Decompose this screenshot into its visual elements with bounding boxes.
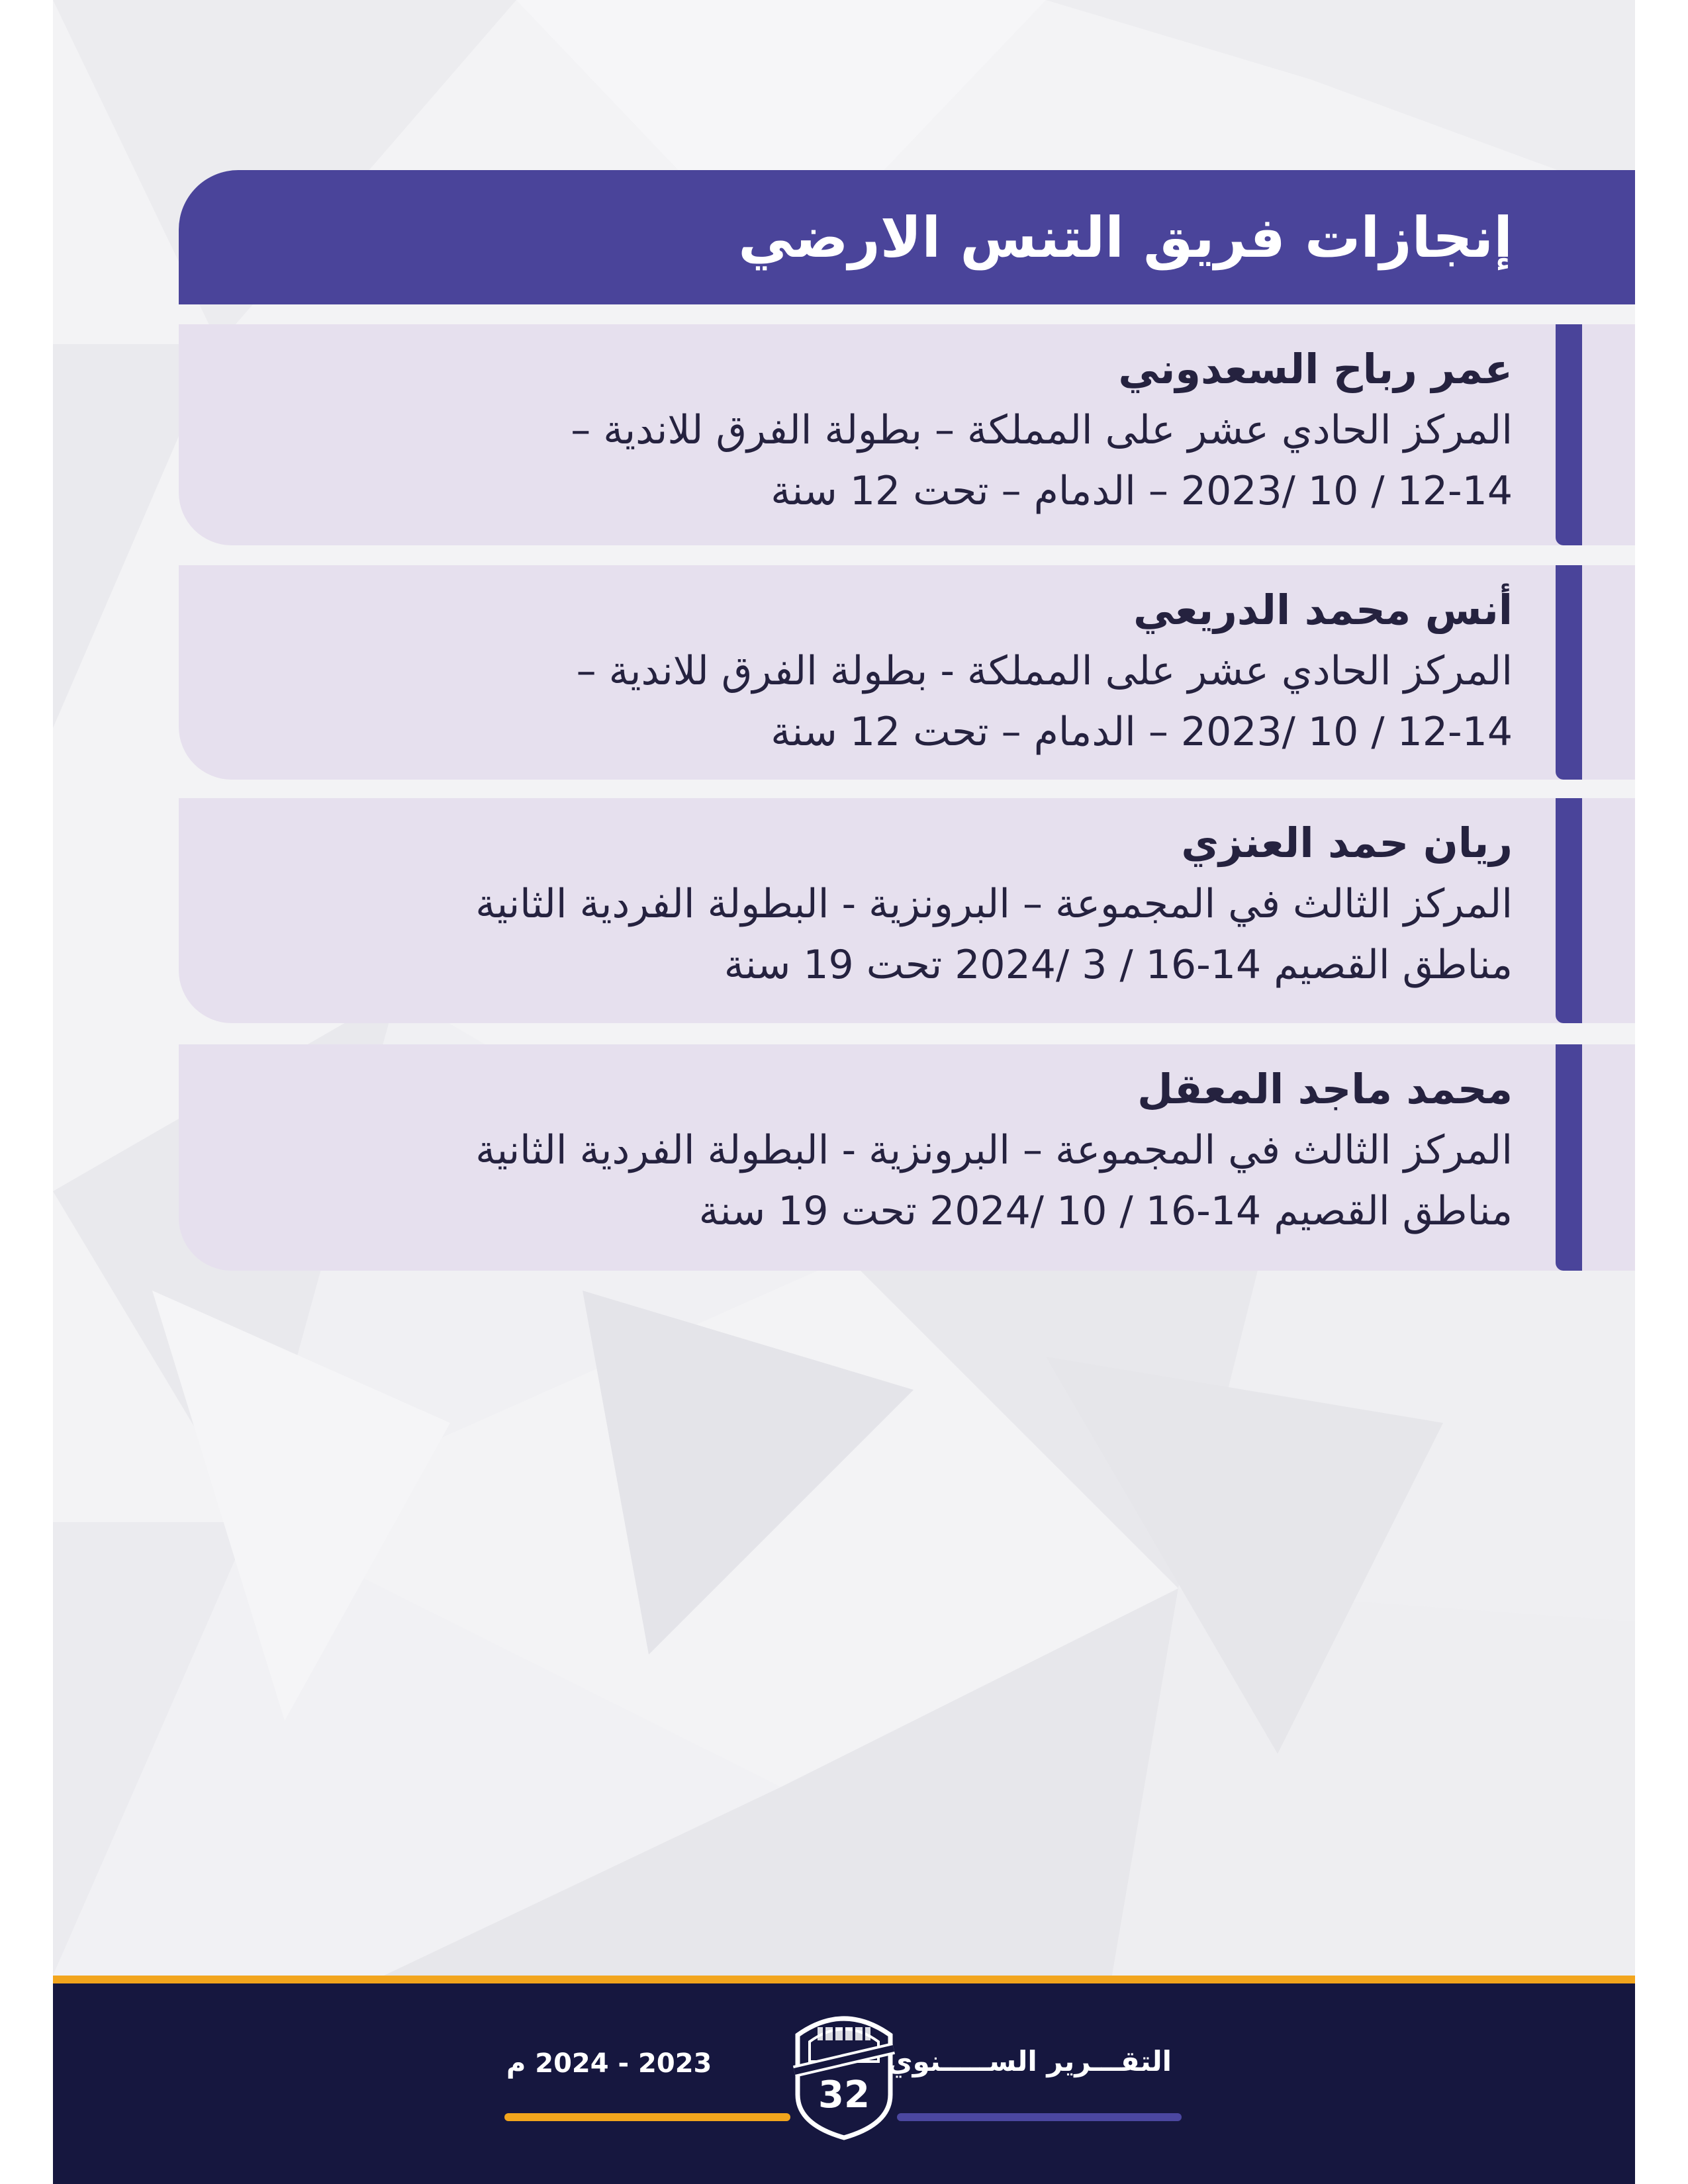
achievement-description: المركز الثالث في المجموعة – البرونزية - البطولة الفردية الثانية: [475, 1127, 1513, 1173]
achievement-details: مناطق القصيم 14-16 / 10 /2024 تحت 19 سنة: [698, 1188, 1513, 1234]
card-accent-bar: [1556, 565, 1582, 780]
section-header: [179, 170, 1635, 304]
logo-number: 32: [818, 2073, 870, 2116]
page-footer: [53, 1976, 1635, 2184]
card-accent-bar: [1556, 1044, 1582, 1271]
achievement-card: [179, 798, 1635, 1023]
achievement-card: [179, 1044, 1635, 1271]
achievement-description: المركز الحادي عشر على المملكة - بطولة الفرق للاندية –: [576, 648, 1513, 694]
alfayha-club-crest-icon: [784, 1995, 904, 2141]
report-page: [53, 0, 1635, 2184]
achievement-details: مناطق القصيم 14-16 / 3 /2024 تحت 19 سنة: [724, 942, 1513, 988]
player-name: أنس محمد الدريعي: [1133, 586, 1513, 634]
card-accent-bar: [1556, 324, 1582, 545]
achievement-card: [179, 565, 1635, 780]
achievement-description: المركز الثالث في المجموعة – البرونزية - البطولة الفردية الثانية: [475, 881, 1513, 927]
player-name: عمر رباح السعدوني: [1118, 345, 1513, 393]
achievement-details: 12-14 / 10 /2023 – الدمام – تحت 12 سنة: [771, 709, 1513, 755]
page-title: إنجازات فريق التنس الارضي: [738, 205, 1513, 270]
years-underline: [504, 2113, 790, 2121]
report-years: 2023 - 2024 م: [506, 2048, 712, 2079]
footer-stripe: [53, 1976, 1635, 1983]
card-accent-bar: [1556, 798, 1582, 1023]
player-name: ريان حمد العنزي: [1181, 819, 1513, 867]
player-name: محمد ماجد المعقل: [1137, 1065, 1513, 1113]
achievement-description: المركز الحادي عشر على المملكة – بطولة الفرق للاندية –: [571, 407, 1513, 453]
achievement-card: [179, 324, 1635, 545]
achievement-details: 12-14 / 10 /2023 – الدمام – تحت 12 سنة: [771, 468, 1513, 514]
report-underline: [897, 2113, 1182, 2121]
annual-report-label: التقـــرير الســـــنوي: [887, 2045, 1172, 2077]
